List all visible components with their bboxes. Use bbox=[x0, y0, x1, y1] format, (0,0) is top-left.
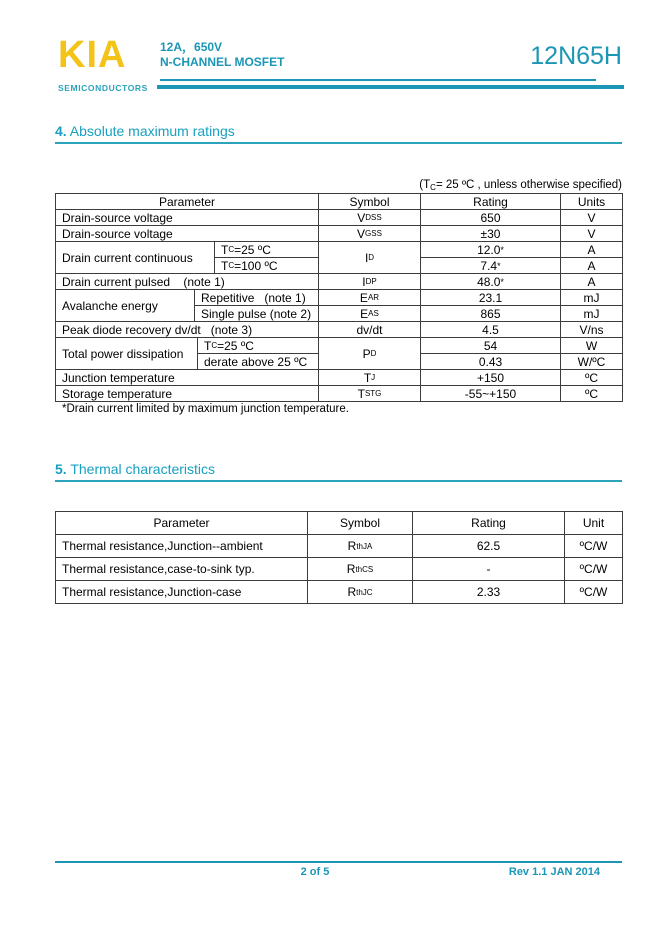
section-4-underline bbox=[55, 142, 622, 144]
col-header-unit: Unit bbox=[565, 512, 623, 535]
table-row-idp: Drain current pulsed (note 1) I DP 48.0 * A bbox=[56, 274, 623, 290]
col-header-rating: Rating bbox=[421, 194, 561, 210]
section-5-number: 5. bbox=[55, 461, 67, 477]
table-row-rthjc: Thermal resistance,Junction-case R thJC 2.33 ºC/W bbox=[56, 581, 623, 604]
page-indicator: 2 of 5 bbox=[300, 866, 330, 878]
section-5-title: 5. Thermal characteristics bbox=[55, 461, 216, 477]
col-header-parameter: Parameter bbox=[56, 512, 308, 535]
table-row-rthcs: Thermal resistance,case-to-sink typ. R thCS - ºC/W bbox=[56, 558, 623, 581]
section-4-number: 4. bbox=[55, 123, 67, 139]
table-row-tj: Junction temperature T J +150 ºC bbox=[56, 370, 623, 386]
col-header-symbol: Symbol bbox=[308, 512, 413, 535]
header-rule-thin bbox=[160, 79, 596, 81]
table-row-rthja: Thermal resistance,Junction--ambient R thJA 62.5 ºC/W bbox=[56, 535, 623, 558]
device-spec-line-2: N-CHANNEL MOSFET bbox=[160, 55, 285, 69]
thermal-characteristics-table bbox=[55, 511, 623, 604]
revision-label: Rev 1.1 JAN 2014 bbox=[508, 866, 600, 878]
header-rule-thick bbox=[157, 85, 624, 89]
table-row-vgss: Drain-source voltage V GSS ±30 V bbox=[56, 226, 623, 242]
col-header-units: Units bbox=[561, 194, 623, 210]
part-number: 12N65H bbox=[530, 42, 622, 70]
device-spec-line-1: 12A，650V bbox=[160, 40, 223, 54]
col-header-symbol: Symbol bbox=[319, 194, 421, 210]
table-header-row bbox=[56, 194, 623, 210]
footer-rule bbox=[55, 861, 622, 863]
table-row-group-pd: Total power dissipation T C =25 ºC derate above 25 ºC P D 54 0.43 W W/ºC bbox=[56, 338, 623, 370]
col-header-rating: Rating bbox=[413, 512, 565, 535]
abs-max-ratings-table bbox=[55, 193, 623, 402]
section-4-title: 4. Absolute maximum ratings bbox=[55, 123, 235, 139]
table-row-group-avalanche: Avalanche energy Repetitive (note 1) Single pulse (note 2) E AR E AS 23.1 865 mJ mJ bbox=[56, 290, 623, 322]
col-header-parameter: Parameter bbox=[56, 194, 319, 210]
brand-logo: KIA bbox=[58, 34, 127, 76]
brand-tagline: SEMICONDUCTORS bbox=[58, 83, 148, 93]
test-condition-note: (TC= 25 ºC , unless otherwise specified) bbox=[419, 179, 622, 192]
table-row-tstg: Storage temperature T STG -55~+150 ºC bbox=[56, 386, 623, 402]
table-footnote: *Drain current limited by maximum junction temperature. bbox=[62, 403, 349, 415]
table-header-row bbox=[56, 512, 623, 535]
section-5-underline bbox=[55, 480, 622, 482]
table-row-vdss: Drain-source voltage V DSS 650 V bbox=[56, 210, 623, 226]
table-row-dvdt: Peak diode recovery dv/dt (note 3) dv/dt 4.5 V/ns bbox=[56, 322, 623, 338]
table-row-group-id: Drain current continuous T C =25 ºC T C =100 ºC I D 12.0 * 7.4 * A A bbox=[56, 242, 623, 274]
